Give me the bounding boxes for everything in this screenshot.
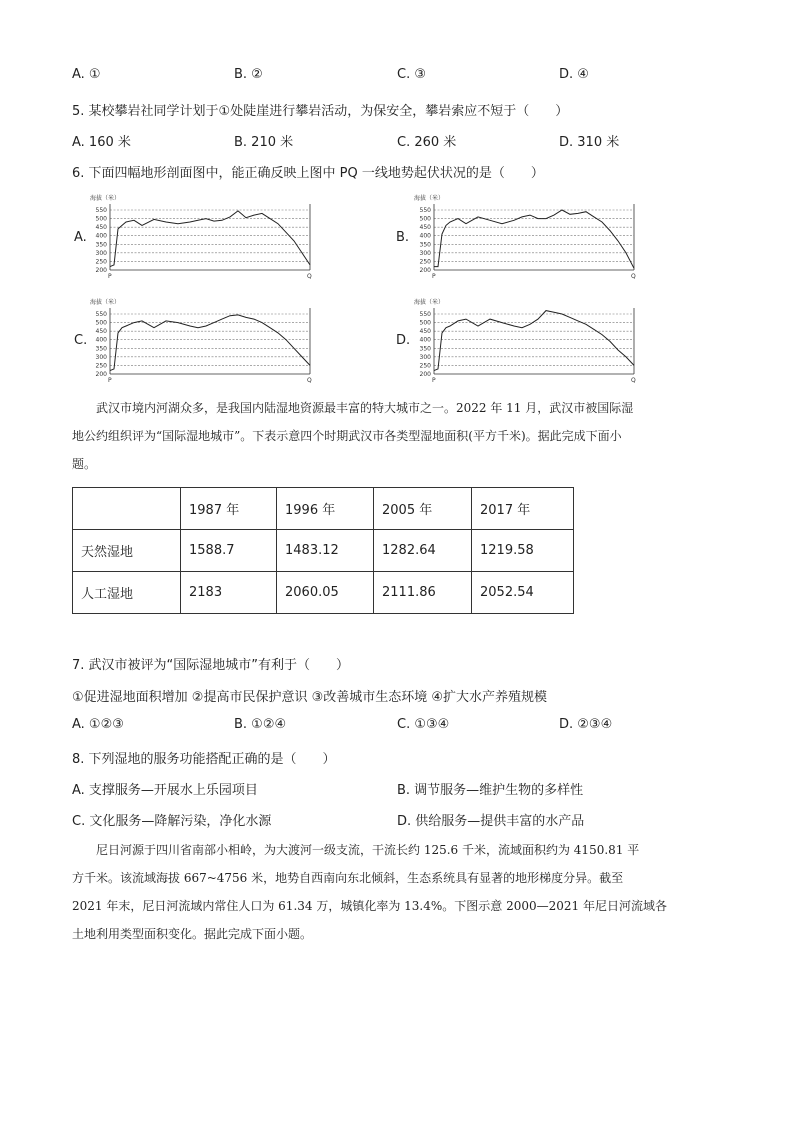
q4-option-c[interactable]: C. ③	[397, 67, 426, 82]
table-cell: 人工湿地	[73, 572, 181, 614]
y-tick-label: 300	[419, 249, 431, 257]
q5-option-c[interactable]: C. 260 米	[397, 135, 457, 150]
terrain-profile-line	[110, 211, 310, 267]
table-cell: 2111.86	[374, 572, 472, 614]
profile-c-label[interactable]: C.	[74, 333, 88, 348]
table-header-cell: 1996 年	[277, 488, 374, 530]
y-tick-label: 500	[419, 215, 431, 223]
y-tick-label: 350	[419, 241, 431, 249]
q5-option-b[interactable]: B. 210 米	[234, 135, 294, 150]
table-header-cell	[73, 488, 181, 530]
y-tick-label: 450	[95, 328, 107, 336]
p-label: P	[108, 273, 112, 280]
q8-stem: 8. 下列湿地的服务功能搭配正确的是（ ）	[72, 752, 336, 767]
profile-chart-a	[88, 190, 320, 286]
y-tick-label: 500	[95, 319, 107, 327]
table-header-row	[73, 488, 574, 530]
terrain-profile-line	[434, 311, 634, 371]
table-cell: 1483.12	[277, 530, 374, 572]
profile-d-label[interactable]: D.	[396, 333, 411, 348]
axis-title: 海拔（米）	[414, 299, 445, 306]
table-cell: 1588.7	[181, 530, 277, 572]
q4-option-d[interactable]: D. ④	[559, 67, 589, 82]
y-tick-label: 200	[95, 267, 107, 274]
p-label: P	[108, 377, 112, 384]
y-tick-label: 550	[419, 207, 431, 214]
q7-stem: 7. 武汉市被评为“国际湿地城市”有利于（ ）	[72, 658, 350, 673]
q7-option-a[interactable]: A. ①②③	[72, 717, 124, 732]
axis-title: 海拔（米）	[90, 195, 121, 202]
table-cell: 天然湿地	[73, 530, 181, 572]
y-tick-label: 400	[95, 232, 107, 240]
q8-option-b[interactable]: B. 调节服务—维护生物的多样性	[397, 783, 584, 798]
q-label: Q	[307, 273, 312, 280]
y-tick-label: 250	[419, 362, 431, 370]
passage2-line-4: 土地利用类型面积变化。据此完成下面小题。	[72, 927, 313, 941]
y-tick-label: 300	[419, 353, 431, 361]
table-header-cell: 2017 年	[472, 488, 574, 530]
y-tick-label: 500	[95, 215, 107, 223]
table-cell: 2052.54	[472, 572, 574, 614]
profile-chart-d	[412, 294, 644, 390]
q5-option-d[interactable]: D. 310 米	[559, 135, 620, 150]
table-row	[73, 530, 574, 572]
passage1-line-3: 题。	[72, 457, 97, 471]
y-tick-label: 450	[419, 328, 431, 336]
axis-title: 海拔（米）	[90, 299, 121, 306]
q8-option-d[interactable]: D. 供给服务—提供丰富的水产品	[397, 814, 585, 829]
profile-chart-b	[412, 190, 644, 286]
q5-stem: 5. 某校攀岩社同学计划于①处陡崖进行攀岩活动，为保安全，攀岩索应不短于（ ）	[72, 104, 569, 119]
y-tick-label: 250	[419, 258, 431, 266]
q-label: Q	[631, 377, 636, 384]
passage2-line-1: 尼日河源于四川省南部小相岭，为大渡河一级支流，干流长约 125.6 千米，流域面积约为 4150.81 平	[96, 843, 640, 857]
q7-option-b[interactable]: B. ①②④	[234, 717, 287, 732]
profile-b-label[interactable]: B.	[396, 230, 410, 245]
p-label: P	[432, 273, 436, 280]
axis-title: 海拔（米）	[414, 195, 445, 202]
profile-chart-c	[88, 294, 320, 390]
y-tick-label: 300	[95, 249, 107, 257]
passage1-line-1: 武汉市境内河湖众多，是我国内陆湿地资源最丰富的特大城市之一。2022 年 11 月，武汉市被国际湿	[96, 401, 634, 415]
wetland-area-table	[72, 487, 574, 614]
table-row	[73, 572, 574, 614]
table-cell: 2060.05	[277, 572, 374, 614]
y-tick-label: 350	[95, 241, 107, 249]
q-label: Q	[631, 273, 636, 280]
y-tick-label: 400	[95, 336, 107, 344]
p-label: P	[432, 377, 436, 384]
table-cell: 1219.58	[472, 530, 574, 572]
y-tick-label: 450	[419, 224, 431, 232]
passage2-line-3: 2021 年末，尼日河流域内常住人口为 61.34 万，城镇化率为 13.4%。下图示意 2000—2021 年尼日河流域各	[72, 899, 667, 913]
q4-option-b[interactable]: B. ②	[234, 67, 263, 82]
y-tick-label: 200	[95, 371, 107, 378]
passage2-line-2: 方千米。该流域海拔 667~4756 米，地势自西南向东北倾斜，生态系统具有显著的地形梯度分异。截至	[72, 871, 624, 885]
table-header-cell: 2005 年	[374, 488, 472, 530]
y-tick-label: 250	[95, 362, 107, 370]
terrain-profile-line	[110, 315, 310, 371]
y-tick-label: 500	[419, 319, 431, 327]
table-header-cell: 1987 年	[181, 488, 277, 530]
y-tick-label: 350	[95, 345, 107, 353]
profile-a-label[interactable]: A.	[74, 230, 87, 245]
q7-option-d[interactable]: D. ②③④	[559, 717, 613, 732]
q5-option-a[interactable]: A. 160 米	[72, 135, 131, 150]
q6-stem: 6. 下面四幅地形剖面图中，能正确反映上图中 PQ 一线地势起伏状况的是（ ）	[72, 166, 544, 181]
q7-option-c[interactable]: C. ①③④	[397, 717, 450, 732]
y-tick-label: 200	[419, 371, 431, 378]
y-tick-label: 400	[419, 336, 431, 344]
y-tick-label: 300	[95, 353, 107, 361]
passage1-line-2: 地公约组织评为“国际湿地城市”。下表示意四个时期武汉市各类型湿地面积(平方千米)。据此完成下面小	[72, 429, 622, 443]
q4-option-a[interactable]: A. ①	[72, 67, 101, 82]
table-cell: 2183	[181, 572, 277, 614]
y-tick-label: 350	[419, 345, 431, 353]
y-tick-label: 450	[95, 224, 107, 232]
q7-statements: ①促进湿地面积增加 ②提高市民保护意识 ③改善城市生态环境 ④扩大水产养殖规模	[72, 690, 548, 705]
y-tick-label: 250	[95, 258, 107, 266]
q8-option-a[interactable]: A. 支撑服务—开展水上乐园项目	[72, 783, 258, 798]
q8-option-c[interactable]: C. 文化服务—降解污染，净化水源	[72, 814, 272, 829]
y-tick-label: 550	[95, 207, 107, 214]
y-tick-label: 550	[95, 311, 107, 318]
table-cell: 1282.64	[374, 530, 472, 572]
q-label: Q	[307, 377, 312, 384]
y-tick-label: 550	[419, 311, 431, 318]
y-tick-label: 400	[419, 232, 431, 240]
y-tick-label: 200	[419, 267, 431, 274]
